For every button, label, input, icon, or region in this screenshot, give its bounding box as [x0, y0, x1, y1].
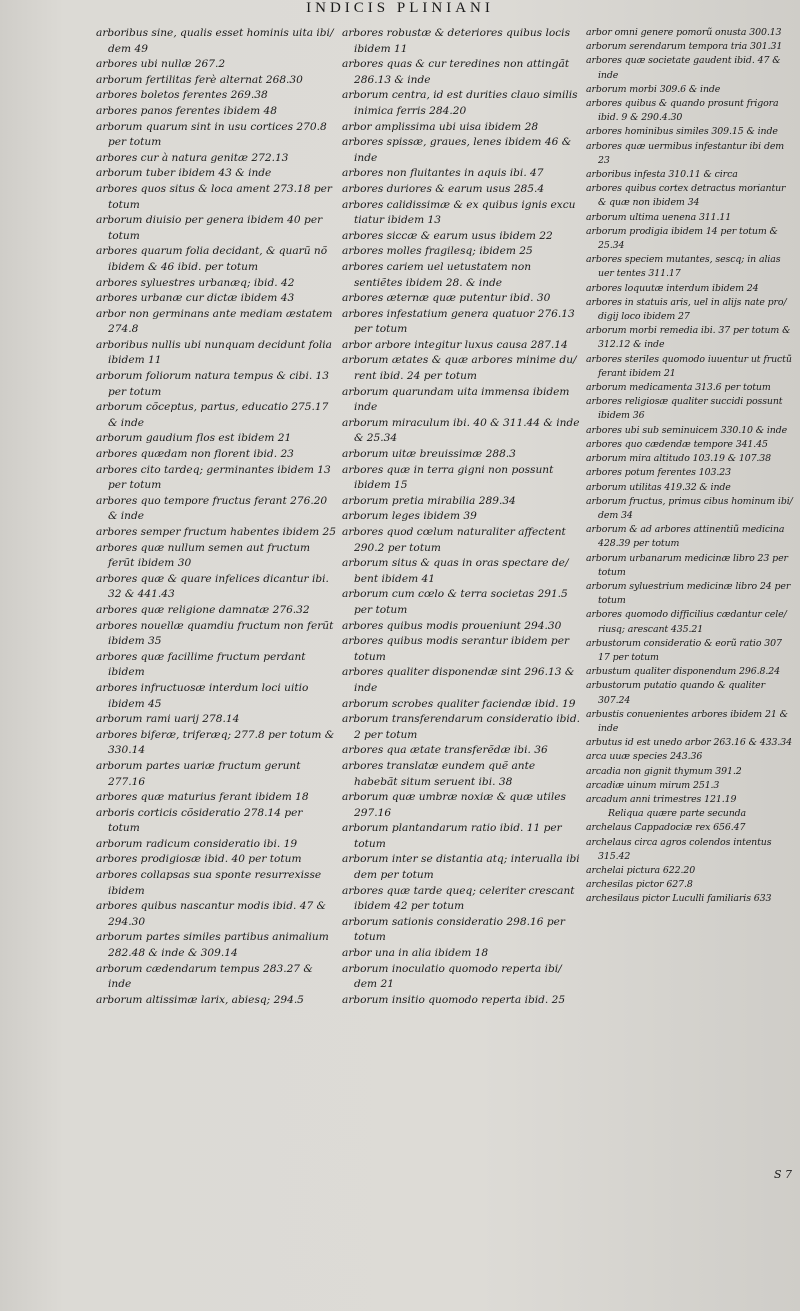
- index-entry: arborum & ad arbores attinentiũ medicina 428.39 per totum: [586, 524, 785, 550]
- index-entry: arborum uitæ breuissimæ 288.3: [342, 448, 516, 461]
- index-entry: arborum serendarum tempora tria 301.31: [586, 41, 783, 53]
- index-entry: arborum inoculatio quomodo reperta ibi/ dem 21: [342, 962, 562, 991]
- index-entry: arborum pretia mirabilia 289.34: [342, 494, 516, 507]
- index-entry: arbores in statuis aris, uel in alijs nate pro/ digij loco ibidem 27: [586, 296, 787, 323]
- index-entry: archelaus circa agros colendos intentus 315.42: [586, 836, 772, 862]
- index-entry: arbores quos situs & loca ament 273.18 per totum: [96, 182, 332, 211]
- index-entry: arbores molles fragilesq; ibidem 25: [342, 245, 533, 258]
- index-entry: arbores quæ facillime fructum perdant ibidem: [96, 650, 306, 679]
- index-entry: arbores quo cædendæ tempore 341.45: [586, 438, 768, 450]
- index-entry: arborum quarundam uita immensa ibidem inde: [342, 385, 570, 414]
- index-entry: arbores infestatium genera quatuor 276.13 per totum: [342, 307, 575, 336]
- index-entry: arborum mira altitudo 103.19 & 107.38: [586, 453, 772, 465]
- index-entry: arbores qualiter disponendæ sint 296.13 & inde: [342, 666, 575, 694]
- index-entry: arborum partes similes partibus animalium 282.48 & inde & 309.14: [96, 931, 329, 960]
- index-entry: arborum partes uariæ fructum gerunt 277.16: [96, 759, 301, 788]
- index-entry: arbores quæ in terra gigni non possunt ibidem 15: [342, 463, 554, 492]
- index-column-2: [342, 26, 582, 1008]
- index-entry: arborum ætates & quæ arbores minime du/ rent ibid. 24 per totum: [342, 354, 577, 383]
- index-entry: arbor arbore integitur luxus causa 287.14: [342, 338, 568, 351]
- index-entry: arbores panos ferentes ibidem 48: [96, 104, 277, 117]
- index-entry: arbores quæ nullum semen aut fructum ferũt ibidem 30: [96, 541, 311, 570]
- index-entry: arbustis conuenientes arbores ibidem 21 & inde: [586, 708, 788, 734]
- index-entry: arbores quod cœlum naturaliter affectent 290.2 per totum: [342, 526, 566, 554]
- index-entry: arbores ubi nullæ 267.2: [96, 58, 226, 71]
- index-entry: arbores biferæ, triferæq; 277.8 per totum & 330.14: [96, 728, 335, 757]
- index-entry: arbor amplissima ubi uisa ibidem 28: [342, 120, 539, 133]
- index-entry: arbores quæ religione damnatæ 276.32: [96, 603, 310, 616]
- index-entry: arbores cito tardeq; germinantes ibidem 13 per totum: [96, 463, 331, 492]
- index-entry: arborum plantandarum ratio ibid. 11 per totum: [342, 822, 562, 850]
- index-entry: arbores quæ uermibus infestantur ibi dem 23: [586, 140, 785, 166]
- index-entry: arbor una in alia ibidem 18: [342, 947, 489, 960]
- index-entry: arboribus sine, qualis esset hominis uita ibi/ dem 49: [96, 27, 334, 55]
- index-entry: archesilaus pictor Luculli familiaris 633: [586, 893, 772, 905]
- index-entry: archelaus Cappadociæ rex 656.47: [586, 822, 746, 834]
- index-entry: arbores quarum folia decidant, & quarũ nõ ibidem & 46 ibid. per totum: [96, 245, 328, 273]
- index-entry: arborum tuber ibidem 43 & inde: [96, 167, 272, 180]
- index-entry: arborum gaudium flos est ibidem 21: [96, 432, 292, 445]
- section-note: Reliqua quære parte secunda: [608, 808, 747, 820]
- index-entry: arborum medicamenta 313.6 per totum: [586, 382, 771, 394]
- index-column-3: [586, 26, 796, 907]
- index-entry: arbores cur à natura genitæ 272.13: [96, 151, 289, 164]
- index-entry: arborum situs & quas in oras spectare de/ bent ibidem 41: [342, 557, 569, 585]
- index-entry: arbores quæ maturius ferant ibidem 18: [96, 791, 309, 804]
- index-entry: arbores duriores & earum usus 285.4: [342, 182, 545, 195]
- index-entry: arborum utilitas 419.32 & inde: [586, 481, 731, 493]
- index-entry: arbores quibus nascantur modis ibid. 47 & 294.30: [96, 900, 326, 928]
- index-entry: arbores quæ tarde queq; celeriter crescant ibidem 42 per totum: [342, 884, 575, 913]
- index-entry: archelai pictura 622.20: [586, 864, 696, 876]
- index-entry: arbor omni genere pomorũ onusta 300.13: [586, 27, 782, 38]
- index-entry: arbores quas & cur teredines non attingãt 286.13 & inde: [342, 58, 570, 86]
- index-entry: arborum morbi remedia ibi. 37 per totum & 312.12 & inde: [586, 325, 791, 351]
- index-entry: arborum altissimæ larix, abiesq; 294.5: [96, 993, 304, 1006]
- index-entry: arborum radicum consideratio ibi. 19: [96, 837, 298, 850]
- index-entry: arbores semper fructum habentes ibidem 25: [96, 526, 336, 538]
- index-entry: arbutus id est unedo arbor 263.16 & 433.34: [586, 737, 792, 749]
- index-entry: arborum inter se distantia atq; interualla ibi dem per totum: [342, 853, 580, 882]
- index-entry: arborum prodigia ibidem 14 per totum & 25.34: [586, 225, 778, 252]
- index-entry: arbores quæ & quare infelices dicantur ibi. 32 & 441.43: [96, 572, 329, 601]
- signature-mark: S 7: [773, 1168, 792, 1181]
- index-entry: arborum transferendarum consideratio ibid. 2 per totum: [342, 713, 580, 741]
- index-entry: arbores hominibus similes 309.15 & inde: [586, 126, 778, 138]
- index-entry: arboribus infesta 310.11 & circa: [586, 169, 738, 181]
- index-entry: arbores ubi sub seminuicem 330.10 & inde: [586, 424, 788, 436]
- index-entry: arborum cædendarum tempus 283.27 & inde: [96, 962, 313, 991]
- index-entry: arbores potum ferentes 103.23: [586, 467, 731, 479]
- index-entry: arcadiæ uinum mirum 251.3: [586, 779, 720, 791]
- index-entry: arborum rami uarij 278.14: [96, 713, 240, 726]
- index-entry: archesilas pictor 627.8: [586, 879, 693, 891]
- index-column-1: [96, 26, 336, 1008]
- index-entry: arbores quibus & quando prosunt frigora ibid. 9 & 290.4.30: [586, 98, 779, 124]
- index-entry: arbores calidissimæ & ex quibus ignis excu tiatur ibidem 13: [342, 198, 576, 227]
- index-entry: arbores siccæ & earum usus ibidem 22: [342, 229, 553, 242]
- index-entry: arborum centra, id est durities clauo similis inimica ferris 284.20: [342, 89, 578, 117]
- index-entry: arborum fructus, primus cibus hominum ibi/ dem 34: [586, 495, 793, 521]
- index-entry: arbores quædam non florent ibid. 23: [96, 448, 294, 461]
- index-entry: arborum miraculum ibi. 40 & 311.44 & inde & 25.34: [342, 416, 580, 445]
- index-entry: arbores religiosæ qualiter succidi possunt ibidem 36: [586, 396, 783, 422]
- index-entry: arbores quibus modis proueniunt 294.30: [342, 619, 562, 632]
- index-entry: arbores infructuosæ interdum loci uitio ibidem 45: [96, 681, 309, 710]
- index-entry: arborum morbi 309.6 & inde: [586, 83, 721, 95]
- index-entry: arbores syluestres urbanæq; ibid. 42: [96, 276, 295, 289]
- index-entry: arbor non germinans ante mediam æstatem 274.8: [96, 307, 333, 336]
- index-entry: arborum leges ibidem 39: [342, 510, 477, 523]
- index-entry: arbores steriles quomodo iuuentur ut fructũ ferant ibidem 21: [586, 353, 792, 379]
- index-entry: arborum cum cœlo & terra societas 291.5 per totum: [342, 588, 568, 616]
- index-entry: arcadia non gignit thymum 391.2: [586, 765, 742, 777]
- index-entry: arbores quomodo difficilius cædantur cele/ riusq; arescant 435.21: [586, 609, 787, 635]
- index-entry: arborum foliorum natura tempus & cibi. 13 per totum: [96, 370, 330, 398]
- index-entry: arborum cõceptus, partus, educatio 275.17 & inde: [96, 401, 329, 429]
- index-entry: arboribus nullis ubi nunquam decidunt folia ibidem 11: [96, 338, 332, 367]
- index-entry: arborum quarum sint in usu cortices 270.8 per totum: [96, 120, 327, 149]
- index-entry: arbores boletos ferentes 269.38: [96, 89, 268, 102]
- index-entry: arbustorum consideratio & eorũ ratio 307 17 per totum: [586, 637, 782, 663]
- index-entry: arborum ultima uenena 311.11: [586, 211, 732, 223]
- index-entry: arca uuæ species 243.36: [586, 751, 703, 763]
- index-entry: arbores quibus cortex detractus moriantur & quæ non ibidem 34: [586, 183, 786, 209]
- index-entry: arbores quibus modis serantur ibidem per totum: [342, 635, 570, 663]
- index-entry: arbores spissæ, graues, lenes ibidem 46 & inde: [342, 136, 572, 164]
- index-entry: arbores non fluitantes in aquis ibi. 47: [342, 167, 544, 180]
- index-entry: arborum diuisio per genera ibidem 40 per totum: [96, 214, 323, 242]
- index-entry: arbores translatæ eundem quẽ ante habebãt situm seruent ibi. 38: [342, 759, 536, 788]
- index-entry: arbores collapsas sua sponte resurrexisse ibidem: [96, 869, 322, 897]
- index-entry: arborum insitio quomodo reperta ibid. 25: [342, 993, 566, 1006]
- index-entry: arbores quo tempore fructus ferant 276.20 & inde: [96, 494, 328, 523]
- index-entry: arborum urbanarum medicinæ libro 23 per totum: [586, 552, 788, 578]
- index-entry: arbores qua ætate transferẽdæ ibi. 36: [342, 744, 548, 757]
- index-entry: arborum sationis consideratio 298.16 per totum: [342, 915, 565, 944]
- index-entry: arborum scrobes qualiter faciendæ ibid. 19: [342, 697, 576, 710]
- index-entry: arbores nouellæ quamdiu fructum non ferũt ibidem 35: [96, 619, 334, 648]
- index-entry: arbustorum putatio quando & qualiter 307.24: [586, 680, 765, 706]
- index-entry: arborum quæ umbræ noxiæ & quæ utiles 297.16: [342, 791, 566, 819]
- index-entry: arboris corticis cõsideratio 278.14 per totum: [96, 806, 303, 835]
- running-head: INDICIS PLINIANI: [306, 0, 494, 16]
- index-entry: arbores æternæ quæ putentur ibid. 30: [342, 292, 551, 305]
- index-entry: arbores quæ societate gaudent ibid. 47 & inde: [586, 55, 781, 81]
- index-entry: arcadum anni trimestres 121.19: [586, 793, 737, 805]
- index-entry: arbores robustæ & deteriores quibus locis ibidem 11: [342, 27, 571, 55]
- index-entry: arborum fertilitas ferè alternat 268.30: [96, 73, 303, 86]
- index-entry: arbores speciem mutantes, sescq; in alias uer tentes 311.17: [586, 254, 781, 280]
- index-entry: arbores cariem uel uetustatem non sentiẽtes ibidem 28. & inde: [342, 260, 532, 289]
- index-entry: arbores loquutæ interdum ibidem 24: [586, 282, 759, 294]
- index-entry: arborum syluestrium medicinæ libro 24 per totum: [586, 580, 791, 607]
- index-entry: arbores urbanæ cur dictæ ibidem 43: [96, 292, 295, 305]
- index-entry: arbustum qualiter disponendum 296.8.24: [586, 666, 780, 678]
- index-entry: arbores prodigiosæ ibid. 40 per totum: [96, 853, 302, 866]
